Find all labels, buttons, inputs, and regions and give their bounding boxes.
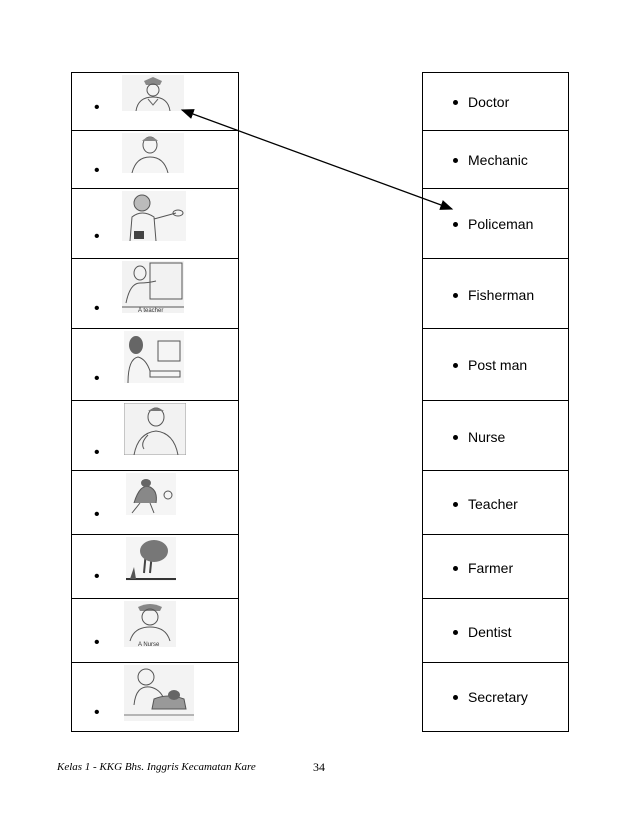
bullet: •	[94, 568, 100, 585]
secretary-computer-picture-icon[interactable]	[124, 331, 184, 383]
teacher-picture-icon[interactable]	[122, 261, 184, 313]
picture-row-6	[72, 401, 238, 471]
occupation-row-7	[423, 471, 568, 535]
occupation-row-2	[423, 131, 568, 189]
occupation-post-man[interactable]	[453, 357, 527, 373]
occupation-label: Secretary	[468, 689, 528, 705]
bullet: •	[94, 704, 100, 721]
occupation-mechanic[interactable]	[453, 152, 528, 168]
bullet-dot	[453, 566, 458, 571]
bullet: •	[94, 228, 100, 245]
bullet-dot	[453, 435, 458, 440]
occupation-label: Fisherman	[468, 287, 535, 303]
occupation-row-10	[423, 663, 568, 733]
bullet: •	[94, 300, 100, 317]
page-number: 34	[313, 760, 325, 774]
occupation-doctor[interactable]	[453, 94, 509, 110]
picture-caption: A teacher	[138, 308, 164, 313]
picture-row-8	[72, 535, 238, 599]
occupation-fisherman[interactable]	[453, 287, 534, 303]
occupation-nurse[interactable]	[453, 429, 505, 445]
picture-row-10	[72, 663, 238, 733]
occupation-row-6	[423, 401, 568, 471]
picture-row-2	[72, 131, 238, 189]
occupations-table	[422, 72, 569, 732]
occupation-label: Policeman	[468, 216, 534, 232]
occupation-row-8	[423, 535, 568, 599]
nurse-picture-icon[interactable]	[124, 601, 176, 647]
occupation-row-5	[423, 329, 568, 401]
occupation-label: Dentist	[468, 624, 512, 640]
bullet: •	[94, 162, 100, 179]
picture-row-9	[72, 599, 238, 663]
bullet-dot	[453, 502, 458, 507]
dentist-picture-icon[interactable]	[122, 191, 186, 241]
picture-row-1	[72, 73, 238, 131]
picture-caption: A Nurse	[138, 642, 160, 647]
bullet: •	[94, 444, 100, 461]
bullet-dot	[453, 158, 458, 163]
footer-source: Kelas 1 - KKG Bhs. Inggris Kecamatan Kare	[57, 761, 256, 773]
bullet: •	[94, 370, 100, 387]
occupation-farmer[interactable]	[453, 560, 513, 576]
mechanic-picture-icon[interactable]	[124, 403, 186, 455]
occupation-row-1	[423, 73, 568, 131]
occupation-label: Post man	[468, 357, 528, 373]
occupation-dentist[interactable]	[453, 624, 512, 640]
occupation-label: Teacher	[468, 496, 518, 512]
occupation-row-3	[423, 189, 568, 259]
picture-row-4	[72, 259, 238, 329]
farmer-picture-icon[interactable]	[126, 473, 176, 515]
picture-row-5	[72, 329, 238, 401]
occupation-policeman[interactable]	[453, 216, 533, 232]
bullet: •	[94, 634, 100, 651]
bullet-dot	[453, 363, 458, 368]
policeman-picture-icon[interactable]	[122, 75, 184, 111]
occupation-secretary[interactable]	[453, 689, 528, 705]
bullet-dot	[453, 100, 458, 105]
picture-row-7	[72, 471, 238, 535]
occupation-row-9	[423, 599, 568, 663]
tree-picture-icon[interactable]	[126, 537, 176, 581]
picture-row-3	[72, 189, 238, 259]
bullet-dot	[453, 695, 458, 700]
bullet-dot	[453, 630, 458, 635]
bullet-dot	[453, 222, 458, 227]
occupation-row-4	[423, 259, 568, 329]
doctor-patient-picture-icon[interactable]	[124, 665, 194, 721]
bullet: •	[94, 506, 100, 523]
bullet-dot	[453, 293, 458, 298]
occupation-label: Nurse	[468, 429, 506, 445]
bullet: •	[94, 99, 100, 116]
man-portrait-picture-icon[interactable]	[122, 133, 184, 173]
occupation-teacher[interactable]	[453, 496, 518, 512]
occupation-label: Doctor	[468, 94, 510, 110]
occupation-label: Farmer	[468, 560, 514, 576]
pictures-table	[71, 72, 239, 732]
occupation-label: Mechanic	[468, 152, 528, 168]
